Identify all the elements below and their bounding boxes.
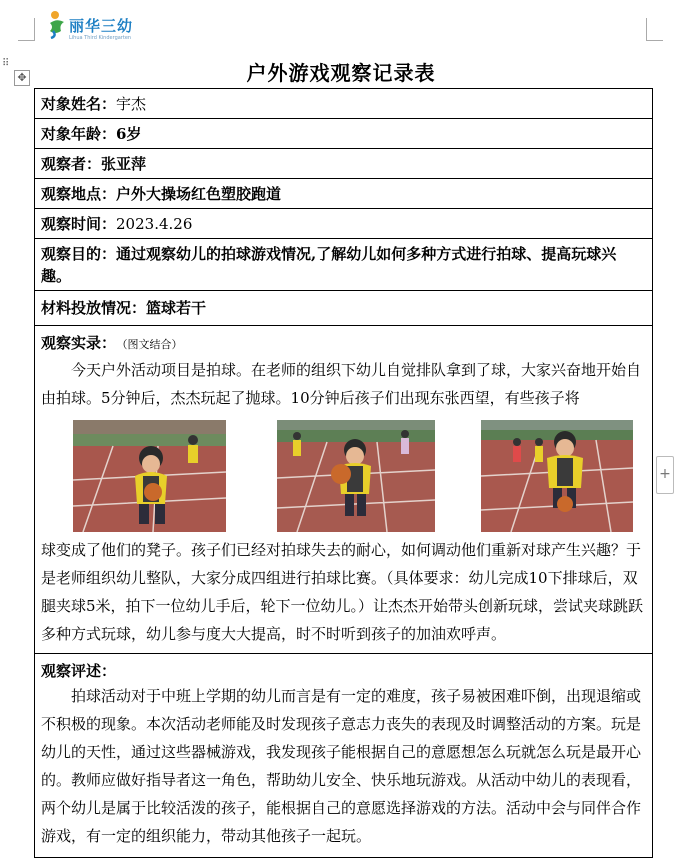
row-observer [35,149,652,179]
observer-label: 观察者： [41,155,102,173]
observation-paragraph-2: 球变成了他们的凳子。孩子们已经对拍球失去的耐心，如何调动他们重新对球产生兴趣？于是老师组织幼儿整队，大家分成四组进行拍球比赛。（具体要求：幼儿完成10下排球后，双腿夹球5米，拍下一位幼儿手后，轮下一位幼儿。）让杰杰开始带头创新玩球，尝试夹球跳跃多种方式玩球，幼儿参与度大大提高，时不时听到孩子的加油欢呼声。 [41,541,644,643]
logo-figure-icon [47,9,67,39]
time-label: 观察时间： [41,215,117,233]
logo-name: 丽华三幼 [69,17,134,35]
name-label: 对象姓名： [41,95,117,113]
row-observation [35,326,652,654]
comment-label: 观察评述： [41,662,117,680]
comment-paragraph: 拍球活动对于中班上学期的幼儿而言是有一定的难度，孩子易被困难吓倒，出现退缩或不积极的现象。本次活动老师能及时发现孩子意志力丧失的表现及时调整活动的方案。玩是幼儿的天性，通过这些器械游戏，我发现孩子能根据自己的意愿想怎么玩就怎么玩是最开心的。教师应做好指导者这一角色，帮助幼儿安全、快乐地玩游戏。从活动中幼儿的表现看，两个幼儿是属于比较活泼的孩子，能根据自己的意愿选择游戏的方法。活动中会与同伴合作游戏，有一定的组织能力，带动其他孩子一起玩。 [41,687,642,845]
row-purpose [35,239,652,291]
photo-child-jumping [481,420,633,532]
logo-english-name: Lihua Third Kindergarten [69,35,132,41]
page-title: 户外游戏观察记录表 [246,61,436,85]
add-row-plus-icon[interactable]: + [656,456,674,494]
time-value: 2023.4.26 [116,215,193,233]
crop-mark-top-right [646,18,663,41]
observer-value: 张亚萍 [101,155,147,173]
observation-paragraph-1: 今天户外活动项目是拍球。在老师的组织下幼儿自觉排队拿到了球，大家兴奋地开始自由拍球。5分钟后，杰杰玩起了抛球。10分钟后孩子们出现东张西望，有些孩子将 [41,361,642,407]
age-label: 对象年龄： [41,125,117,143]
name-value: 宇杰 [116,95,147,113]
place-label: 观察地点： [41,185,117,203]
age-value: 6岁 [116,125,142,143]
material-label: 材料投放情况： [41,299,147,317]
photo-child-dribbling [73,420,226,532]
drag-dots-icon[interactable]: ⠿ [2,58,10,69]
crop-mark-top-left [18,18,35,41]
table-move-handle-icon[interactable]: ✥ [14,70,30,86]
purpose-value: 通过观察幼儿的拍球游戏情况,了解幼儿如何多种方式进行拍球、提高玩球兴趣。 [41,245,617,285]
row-name [35,89,652,119]
observation-note: （图文结合） [122,338,183,351]
row-material [35,291,652,326]
place-value: 户外大操场红色塑胶跑道 [116,185,282,203]
observation-label: 观察实录： [41,334,117,352]
material-value: 篮球若干 [146,299,207,317]
photo-child-holding-ball [277,420,435,532]
kindergarten-logo [47,7,147,45]
purpose-label: 观察目的： [41,245,117,263]
row-time [35,209,652,239]
photo-strip [41,414,646,536]
row-age [35,119,652,149]
row-place [35,179,652,209]
observation-table [34,88,653,858]
row-comment [35,654,652,857]
